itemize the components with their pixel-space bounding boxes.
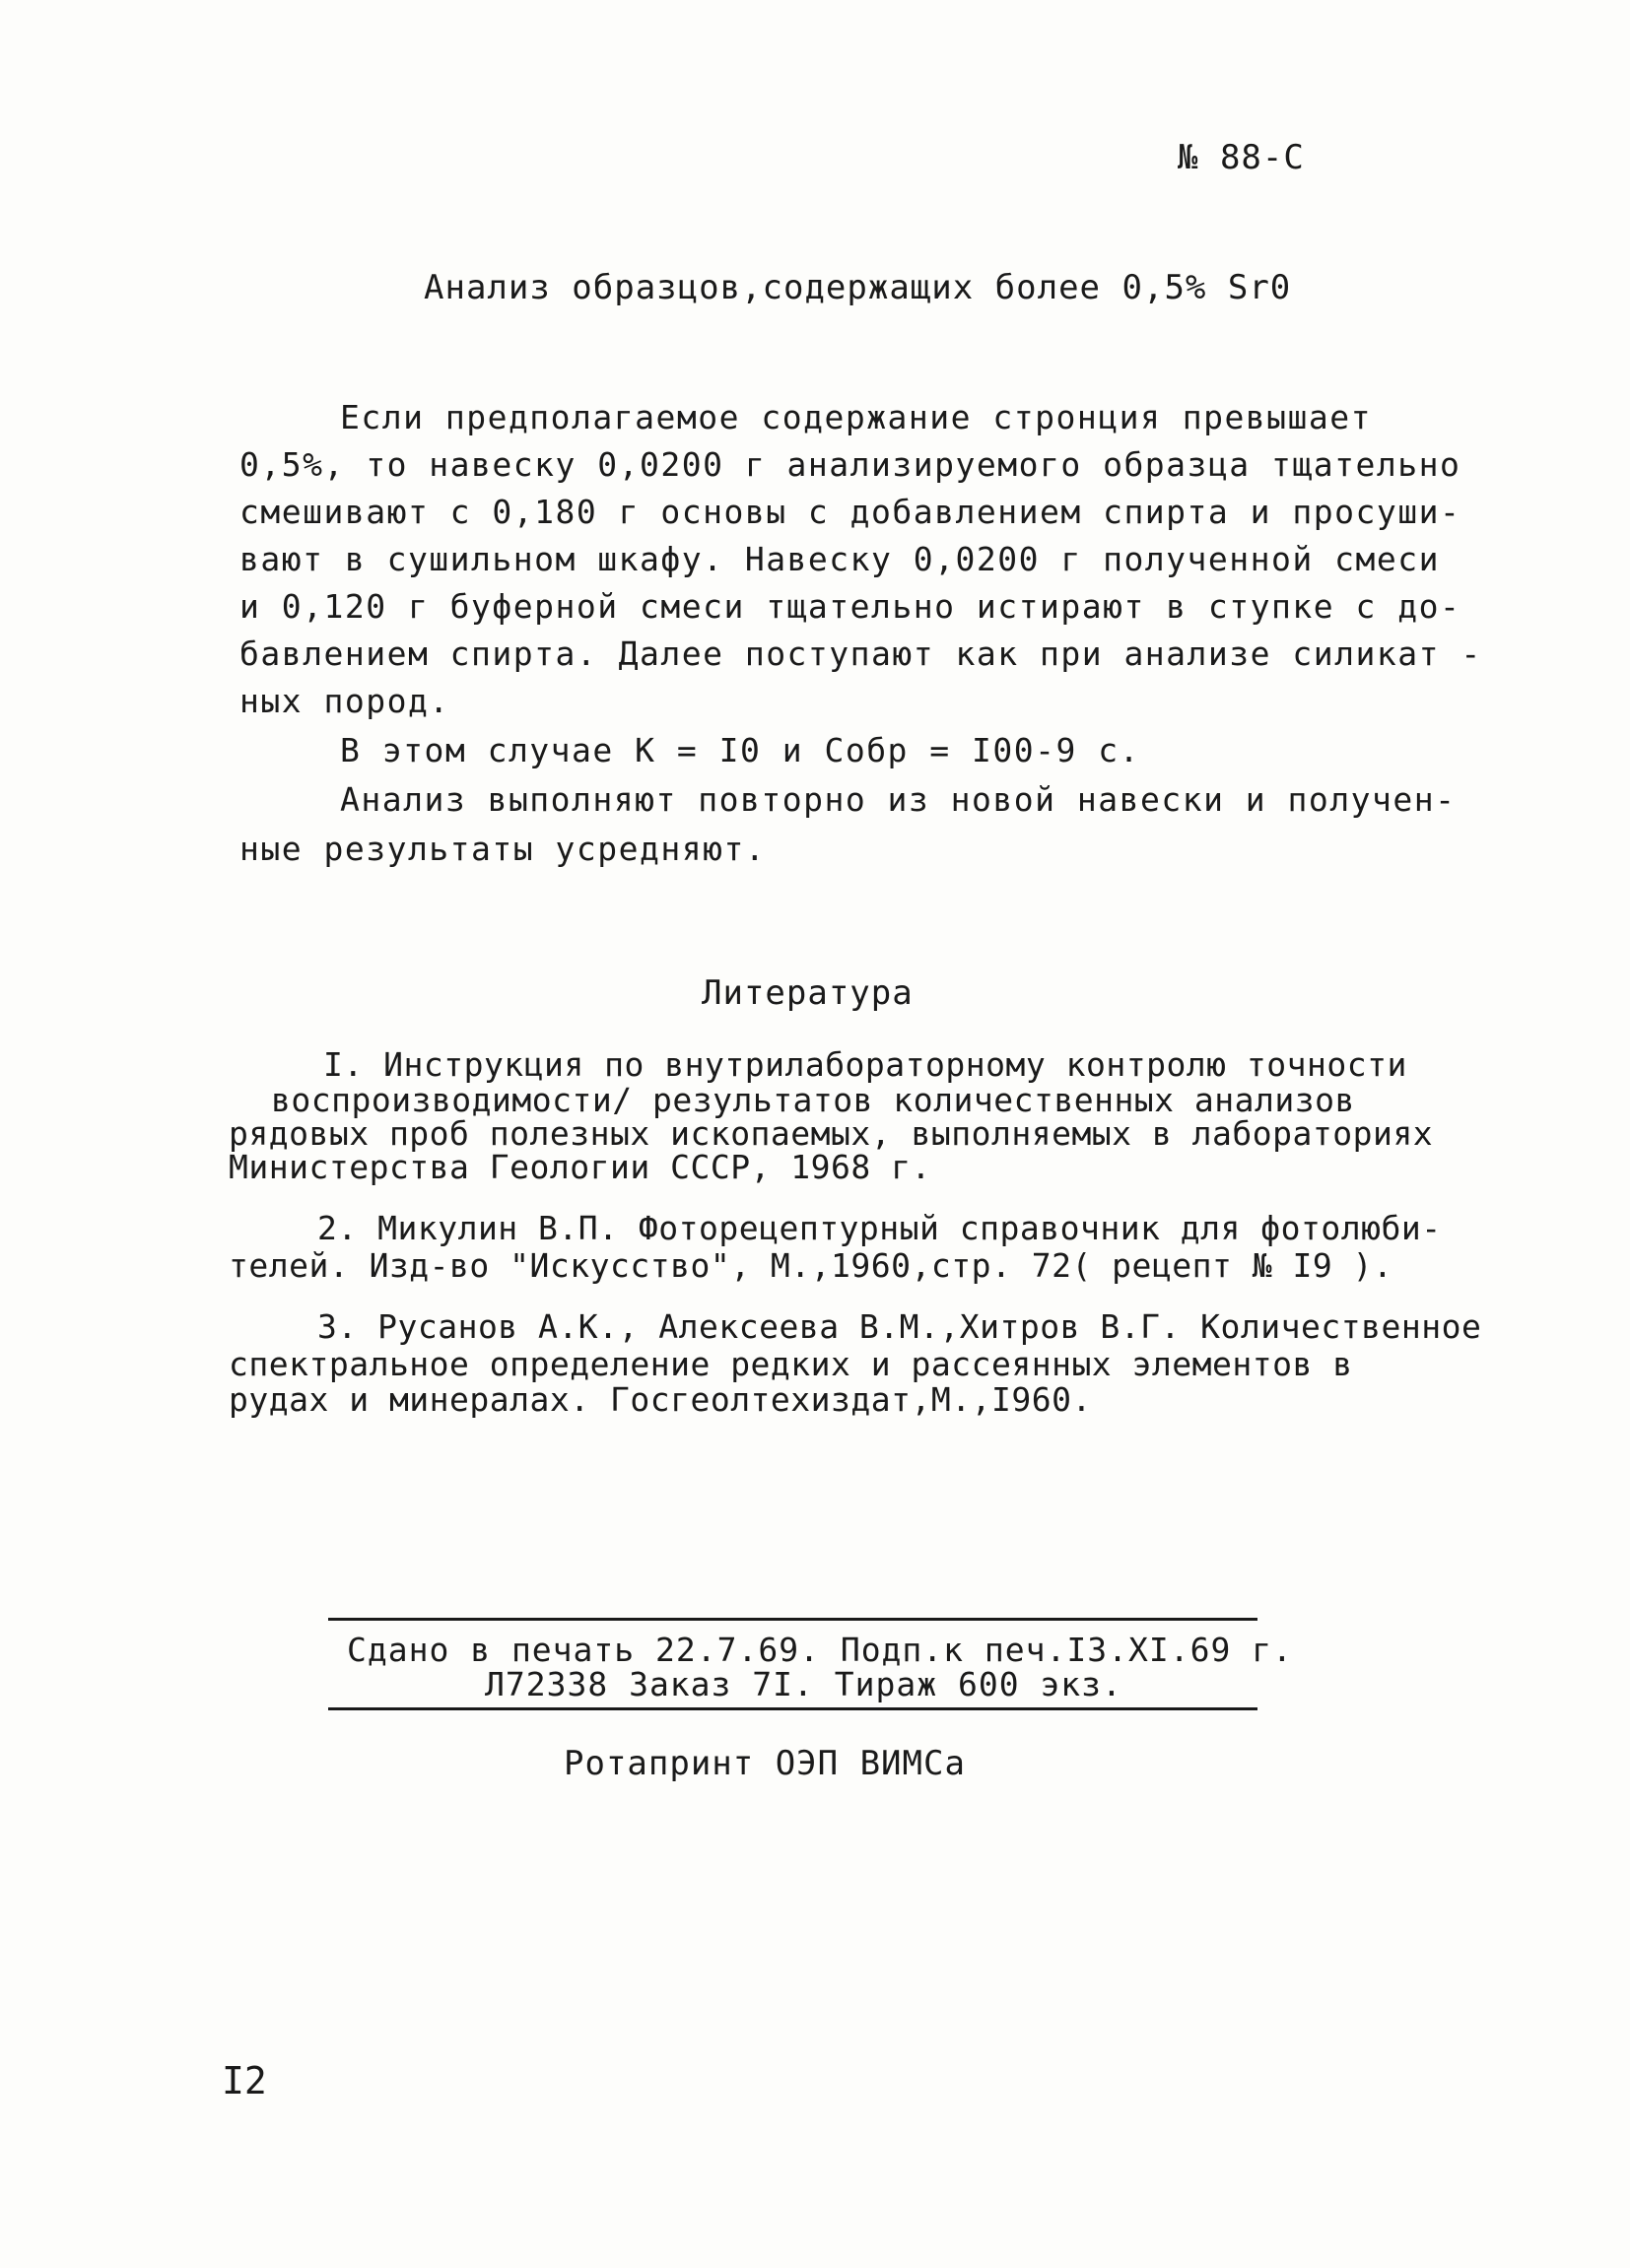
reference-line: рудах и минералах. Госгеолтехиздат,М.,I960.	[229, 1380, 1092, 1419]
section-heading: Анализ образцов,содержащих более 0,5% Sr0	[424, 268, 1292, 307]
imprint-bottom-rule	[328, 1707, 1257, 1710]
reference-line: 3. Русанов А.К., Алексеева В.М.,Хитров В.Г. Количественное	[317, 1307, 1482, 1346]
body-line: смешивают с 0,180 г основы с добавлением спирта и просуши-	[239, 493, 1461, 531]
body-line: вают в сушильном шкафу. Навеску 0,0200 г полученной смеси	[239, 540, 1440, 578]
reference-line: 2. Микулин В.П. Фоторецептурный справочник для фотолюби-	[317, 1209, 1442, 1247]
reference-line: телей. Изд-во "Искусство", М.,1960,стр. 72( рецепт № I9 ).	[229, 1246, 1393, 1285]
body-line: бавлением спирта. Далее поступают как при анализе силикат -	[239, 634, 1482, 673]
body-line: ные результаты усредняют.	[239, 830, 767, 868]
document-number: № 88-С	[1178, 138, 1305, 177]
publisher-line: Ротапринт ОЭП ВИМСа	[564, 1744, 966, 1783]
imprint-line: Сдано в печать 22.7.69. Подп.к печ.I3.XI.69 г.	[347, 1631, 1293, 1669]
reference-line: спектральное определение редких и рассеянных элементов в	[229, 1345, 1353, 1383]
page-number: I2	[222, 2059, 267, 2102]
reference-line: рядовых проб полезных ископаемых, выполняемых в лабораториях	[229, 1114, 1434, 1153]
imprint-top-rule	[328, 1618, 1257, 1621]
body-line: ных пород.	[239, 682, 450, 720]
body-line: Анализ выполняют повторно из новой навески и получен-	[340, 780, 1457, 819]
imprint-line: Л72338 Заказ 7I. Тираж 600 экз.	[485, 1665, 1122, 1703]
body-line: 0,5%, то навеску 0,0200 г анализируемого образца тщательно	[239, 445, 1461, 484]
reference-line: воспроизводимости/ результатов количественных анализов	[271, 1081, 1355, 1119]
reference-line: Министерства Геологии СССР, 1968 г.	[229, 1148, 931, 1186]
body-line: Если предполагаемое содержание стронция превышает	[340, 398, 1373, 436]
reference-line: I. Инструкция по внутрилабораторному контролю точности	[323, 1045, 1407, 1084]
literature-title: Литература	[702, 973, 914, 1013]
body-line: В этом случае К = I0 и Собр = I00-9 с.	[340, 731, 1140, 769]
body-line: и 0,120 г буферной смеси тщательно истирают в ступке с до-	[239, 587, 1461, 626]
